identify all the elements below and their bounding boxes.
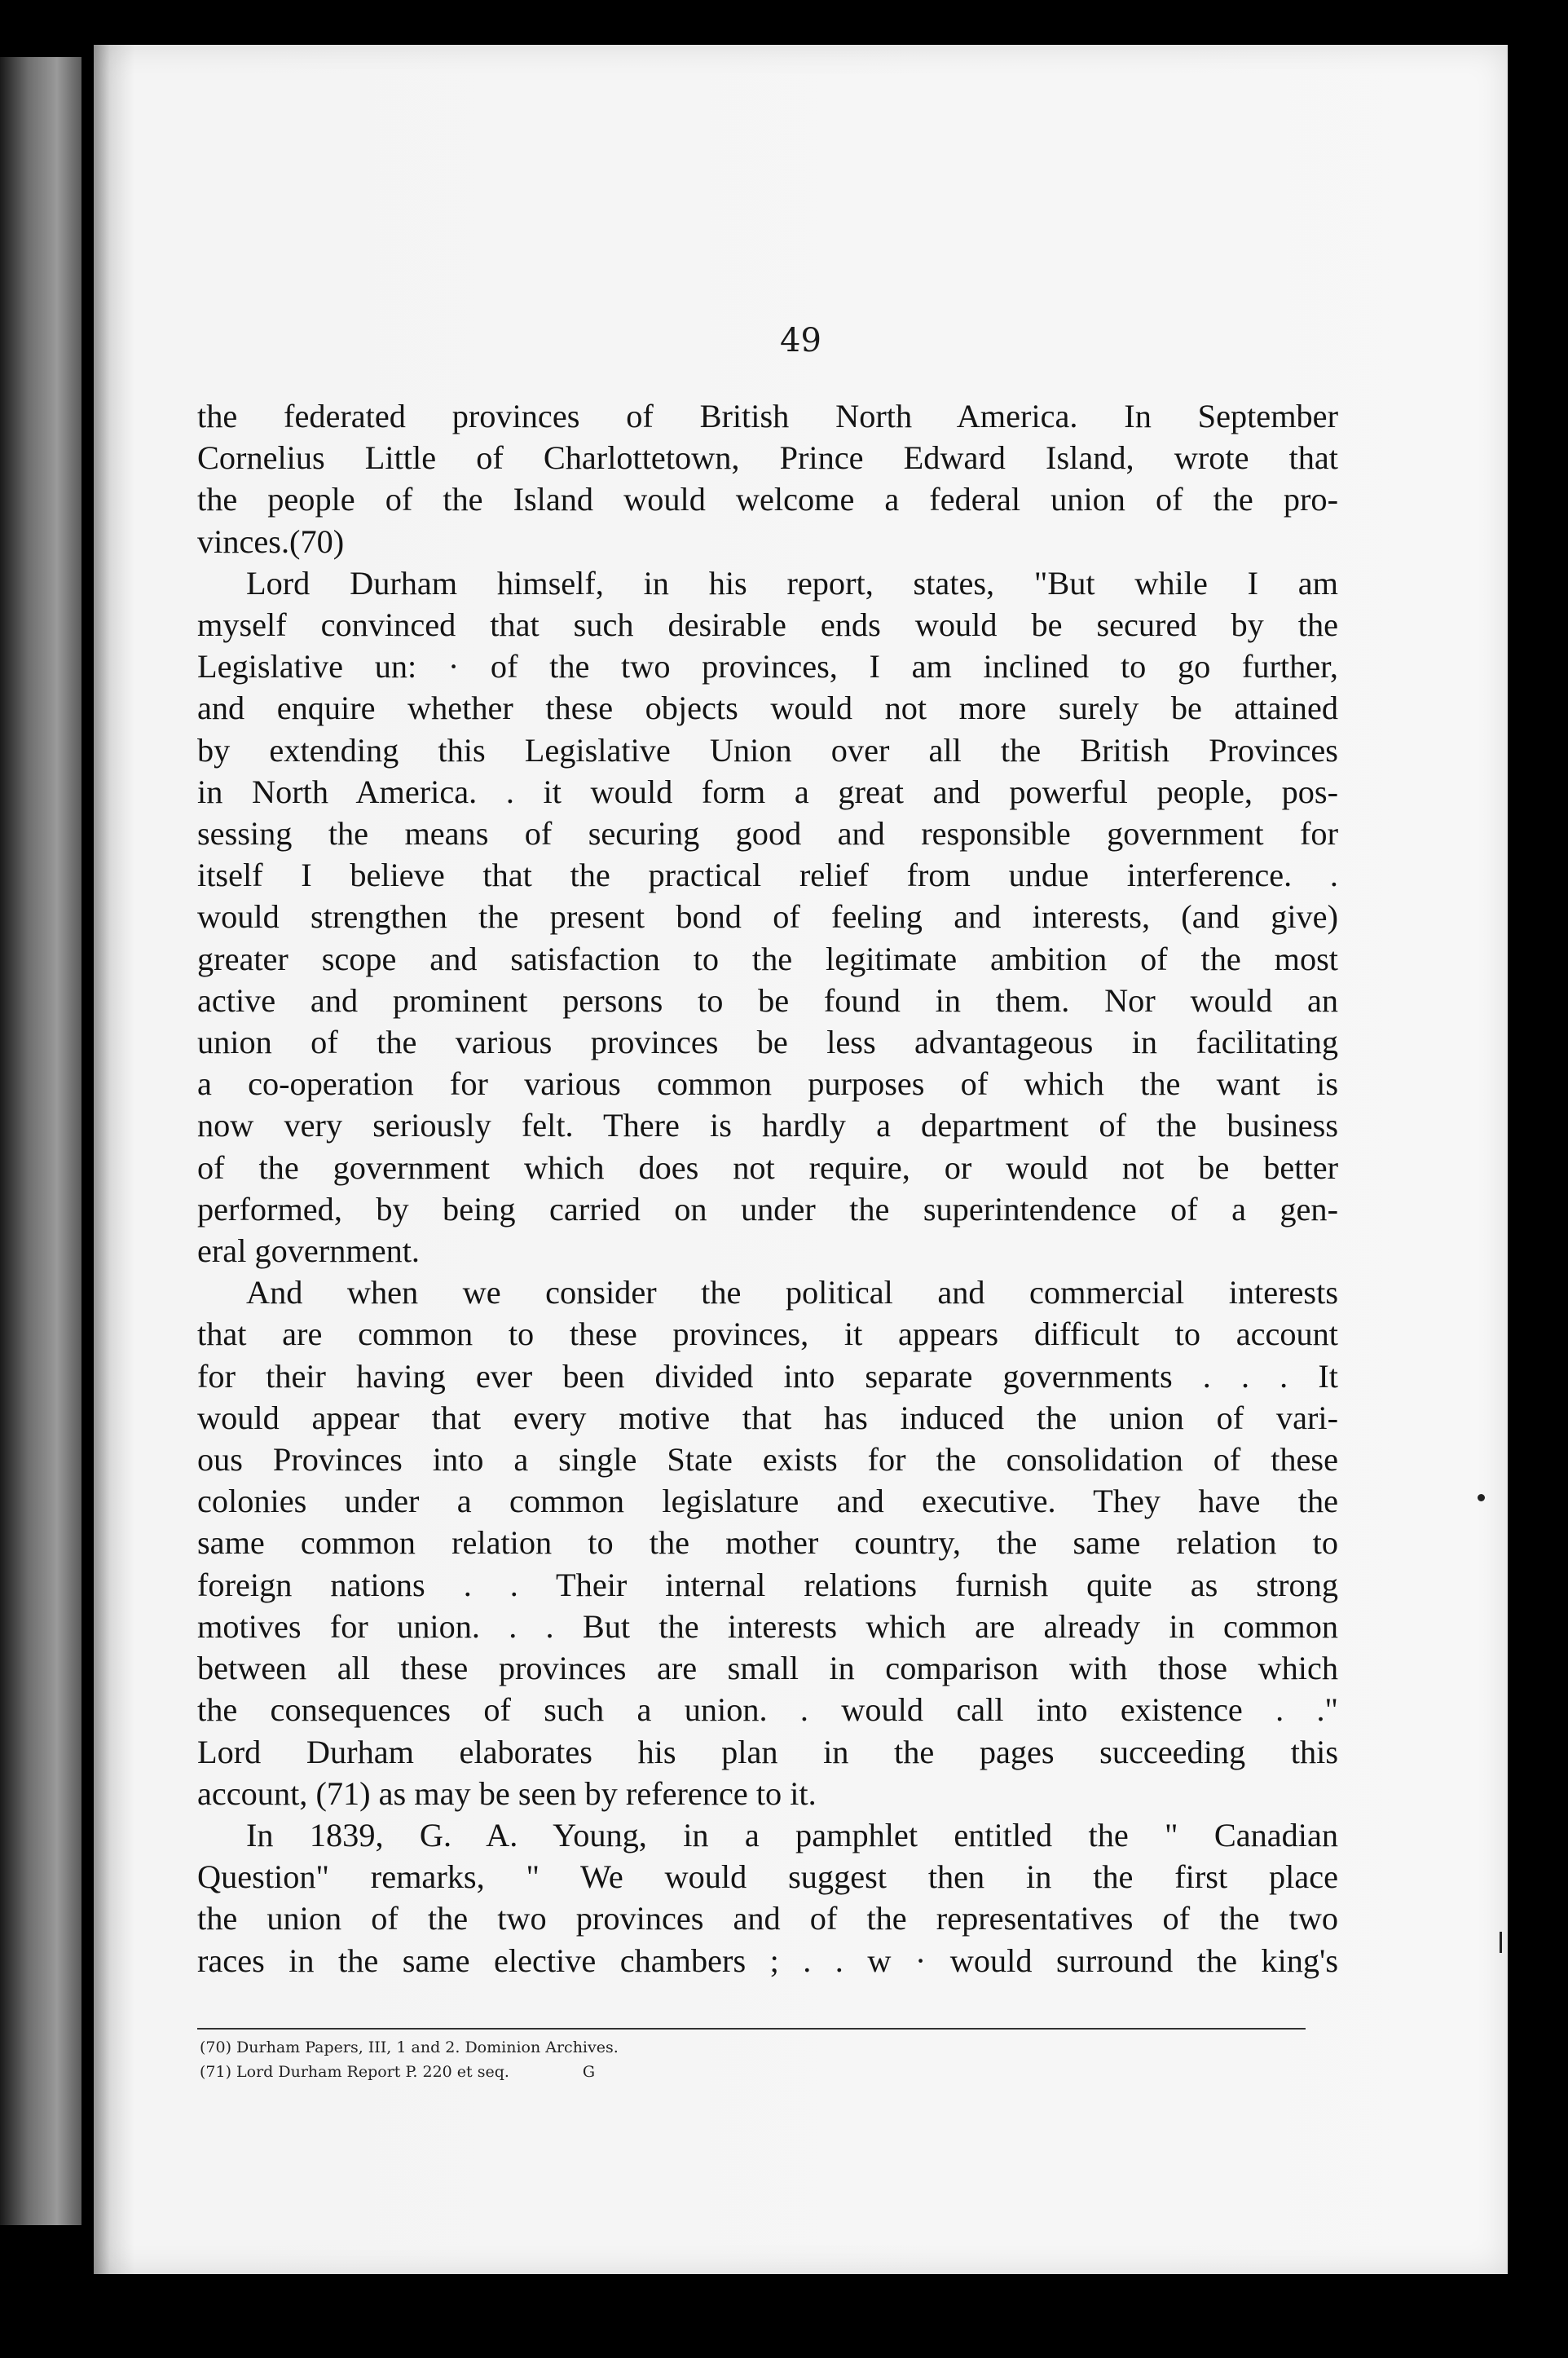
text-line: foreign nations . . Their internal relations furnish quite as strong bbox=[197, 1566, 1338, 1603]
text-line: Legislative un: · of the two provinces, I am inclined to go further, bbox=[197, 648, 1338, 685]
signature-mark: G bbox=[582, 2063, 596, 2081]
footnote-divider bbox=[197, 2028, 1306, 2030]
page-number: 49 bbox=[780, 322, 821, 359]
text-line: that are common to these provinces, it appears difficult to account bbox=[197, 1316, 1338, 1353]
text-line: Question" remarks, " We would suggest then in the first place bbox=[197, 1858, 1338, 1896]
text-line: And when we consider the political and commercial interests bbox=[246, 1274, 1338, 1311]
text-line: sessing the means of securing good and responsible government for bbox=[197, 815, 1338, 853]
text-line: the union of the two provinces and of the representatives of the two bbox=[197, 1900, 1338, 1937]
text-line: Lord Durham elaborates his plan in the pages succeeding this bbox=[197, 1733, 1338, 1770]
text-line: the federated provinces of British North America. In September bbox=[197, 398, 1338, 434]
text-line: in North America. . it would form a great and powerful people, pos- bbox=[197, 773, 1338, 810]
text-line: of the government which does not require, or would not be better bbox=[197, 1148, 1338, 1186]
text-line: myself convinced that such desirable ends would be secured by the bbox=[197, 606, 1338, 644]
text-line: for their having ever been divided into separate governments . . . It bbox=[197, 1357, 1338, 1395]
book-page bbox=[94, 45, 1508, 2274]
text-line: account, (71) as may be seen by reference to it. bbox=[197, 1774, 817, 1812]
footnote-text: (70) Durham Papers, III, 1 and 2. Dominion Archives. bbox=[200, 2038, 619, 2056]
text-line: races in the same elective chambers ; . . w · would surround the king's bbox=[197, 1941, 1338, 1979]
text-line: now very seriously felt. There is hardly a department of the business bbox=[197, 1107, 1338, 1144]
dust-speck bbox=[1478, 1494, 1485, 1501]
text-line: greater scope and satisfaction to the legitimate ambition of the most bbox=[197, 940, 1338, 977]
text-line: motives for union. . . But the interests which are already in common bbox=[197, 1607, 1338, 1645]
text-line: itself I believe that the practical relief from undue interference. . bbox=[197, 857, 1338, 894]
footnotes bbox=[200, 2035, 1178, 2084]
text-line: active and prominent persons to be found in them. Nor would an bbox=[197, 981, 1338, 1019]
text-line: and enquire whether these objects would not more surely be attained bbox=[197, 690, 1338, 727]
text-line: vinces.(70) bbox=[197, 522, 345, 560]
text-line: would strengthen the present bond of feeling and interests, (and give) bbox=[197, 898, 1338, 936]
text-line: same common relation to the mother country, the same relation to bbox=[197, 1524, 1338, 1562]
footnote bbox=[200, 2035, 1178, 2060]
dust-speck bbox=[1500, 1932, 1502, 1953]
text-line: eral government. bbox=[197, 1232, 421, 1270]
text-line: performed, by being carried on under the superintendence of a gen- bbox=[197, 1190, 1338, 1227]
text-line: the people of the Island would welcome a federal union of the pro- bbox=[197, 481, 1338, 518]
adjacent-page-edge bbox=[0, 57, 81, 2225]
text-line: Lord Durham himself, in his report, states, "But while I am bbox=[246, 564, 1338, 602]
text-line: by extending this Legislative Union over all the British Provinces bbox=[197, 731, 1338, 769]
text-line: union of the various provinces be less advantageous in facilitating bbox=[197, 1024, 1338, 1061]
footnote-text: (71) Lord Durham Report P. 220 et seq. bbox=[200, 2063, 509, 2081]
text-line: would appear that every motive that has induced the union of vari- bbox=[197, 1399, 1338, 1436]
text-line: Cornelius Little of Charlottetown, Prince Edward Island, wrote that bbox=[197, 439, 1338, 477]
body-text bbox=[197, 395, 1338, 1981]
footnote bbox=[200, 2060, 1178, 2084]
text-line: between all these provinces are small in comparison with those which bbox=[197, 1650, 1338, 1687]
text-line: a co-operation for various common purposes of which the want is bbox=[197, 1065, 1338, 1103]
text-line: the consequences of such a union. . would call into existence . ." bbox=[197, 1691, 1338, 1729]
text-line: In 1839, G. A. Young, in a pamphlet entitled the " Canadian bbox=[246, 1816, 1338, 1853]
text-line: colonies under a common legislature and executive. They have the bbox=[197, 1483, 1338, 1520]
text-line: ous Provinces into a single State exists for the consolidation of these bbox=[197, 1441, 1338, 1479]
